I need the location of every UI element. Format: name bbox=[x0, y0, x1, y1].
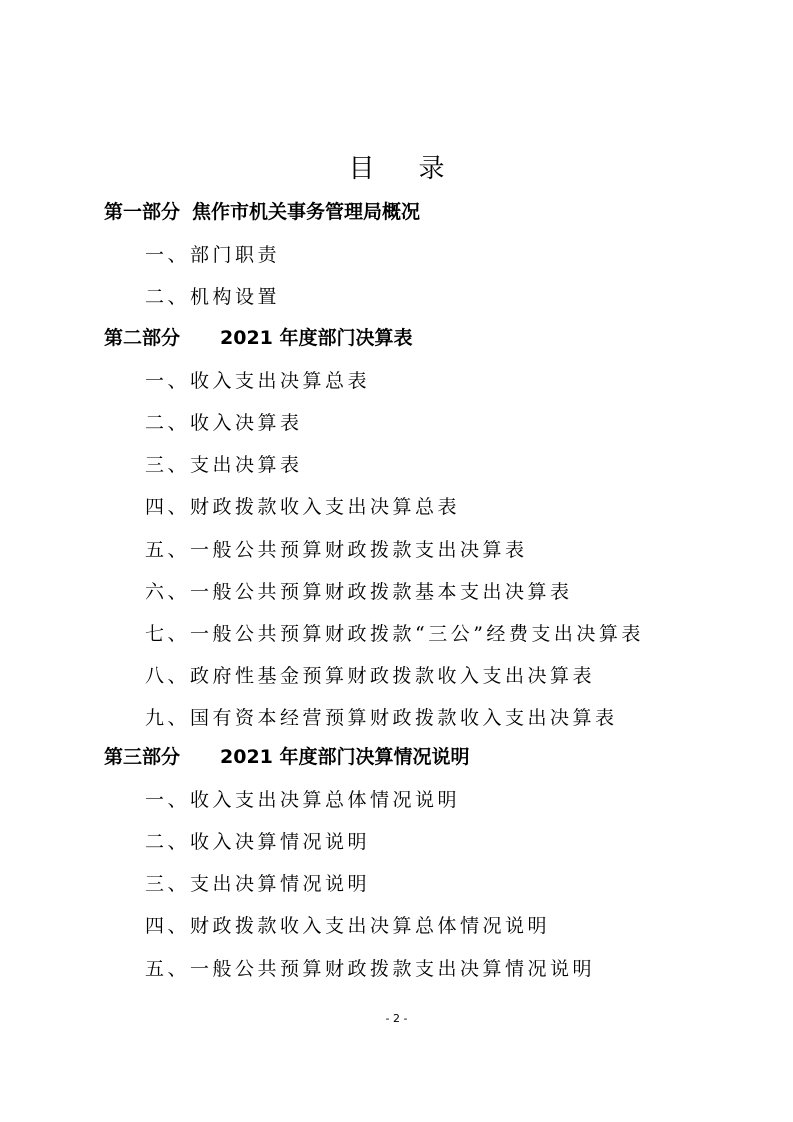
part2-title: 2021 年度部门决算表 bbox=[220, 327, 413, 349]
part3-label: 第三部分 bbox=[104, 746, 181, 768]
toc-item: 二、收入决算表 bbox=[145, 412, 303, 434]
toc-item: 四、财政拨款收入支出决算总表 bbox=[145, 496, 461, 518]
part3-heading bbox=[104, 744, 470, 770]
toc-item: 一、部门职责 bbox=[145, 244, 281, 266]
toc-item: 二、机构设置 bbox=[145, 286, 281, 308]
toc-item: 一、收入支出决算总表 bbox=[145, 370, 371, 392]
part1-label: 第一部分 bbox=[104, 201, 181, 223]
toc-item: 二、收入决算情况说明 bbox=[145, 831, 371, 853]
toc-item: 四、财政拨款收入支出决算总体情况说明 bbox=[145, 915, 551, 937]
toc-item: 五、一般公共预算财政拨款支出决算情况说明 bbox=[145, 958, 596, 980]
toc-item: 九、国有资本经营预算财政拨款收入支出决算表 bbox=[145, 707, 618, 729]
toc-item: 三、支出决算情况说明 bbox=[145, 873, 371, 895]
part1-title: 焦作市机关事务管理局概况 bbox=[192, 201, 421, 223]
part1-heading bbox=[104, 199, 420, 225]
toc-item: 七、一般公共预算财政拨款“三公”经费支出决算表 bbox=[145, 623, 644, 645]
toc-item: 五、一般公共预算财政拨款支出决算表 bbox=[145, 539, 528, 561]
toc-item: 六、一般公共预算财政拨款基本支出决算表 bbox=[145, 581, 573, 603]
part2-heading bbox=[104, 325, 413, 351]
page-number: - 2 - bbox=[385, 1012, 408, 1025]
part2-label: 第二部分 bbox=[104, 327, 181, 349]
page-title: 目录 bbox=[348, 154, 489, 184]
toc-item: 三、支出决算表 bbox=[145, 454, 303, 476]
part3-title: 2021 年度部门决算情况说明 bbox=[220, 746, 470, 768]
toc-item: 八、政府性基金预算财政拨款收入支出决算表 bbox=[145, 665, 596, 687]
toc-item: 一、收入支出决算总体情况说明 bbox=[145, 789, 461, 811]
